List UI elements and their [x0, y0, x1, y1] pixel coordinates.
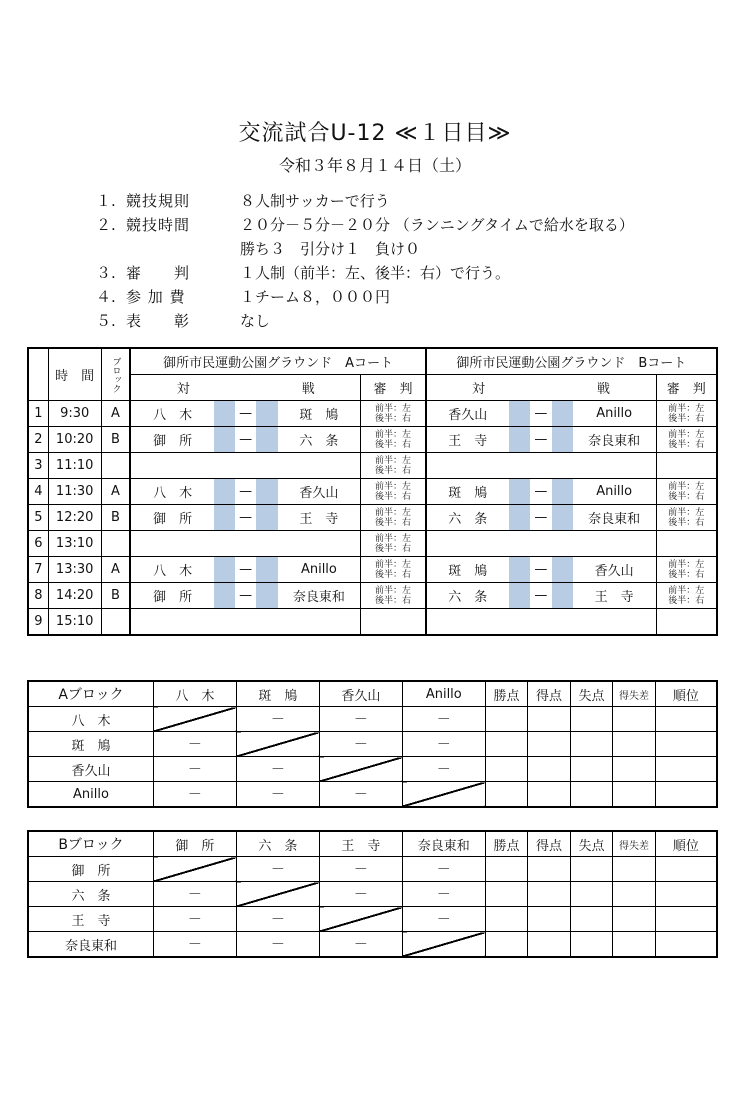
match-number: 9 — [28, 609, 48, 636]
rule-number: ３. — [96, 263, 116, 282]
match-number: 5 — [28, 505, 48, 531]
home-team: 御 所 — [130, 583, 213, 609]
standings-cell — [485, 782, 527, 808]
result-cell: － — [319, 707, 402, 732]
referee-second-half: 後半：右 — [374, 517, 411, 528]
result-cell: － — [236, 757, 319, 782]
event-date: 令和３年８月１４日（土） — [278, 156, 471, 175]
referee-first-half: 前半：左 — [668, 559, 705, 570]
schedule-table — [27, 347, 718, 636]
row-number-header — [28, 348, 48, 401]
standings-cell — [655, 932, 717, 958]
result-cell: － — [402, 707, 485, 732]
standings-cell — [570, 882, 612, 907]
standings-cell — [613, 932, 655, 958]
home-score — [214, 583, 235, 609]
away-team: 奈良東和 — [573, 505, 656, 531]
schedule-row — [28, 453, 717, 479]
result-cell: － — [402, 732, 485, 757]
vs-header-left: 対 — [130, 375, 235, 401]
referee-first-half: 前半：左 — [668, 507, 705, 518]
empty-match — [426, 453, 656, 479]
team-row-label: 八 木 — [28, 707, 153, 732]
match-block: B — [101, 427, 130, 453]
block-label: Bブロック — [28, 831, 153, 857]
self-match-cell — [153, 857, 236, 882]
standings-cell — [528, 782, 570, 808]
standings-row — [28, 732, 717, 757]
referee-second-half: 後半：右 — [374, 595, 411, 606]
referee-cell — [656, 609, 717, 636]
away-score — [256, 427, 277, 453]
self-match-cell — [402, 932, 485, 958]
match-number: 3 — [28, 453, 48, 479]
away-score — [552, 505, 573, 531]
away-score — [256, 479, 277, 505]
match-time: 13:10 — [48, 531, 101, 557]
match-block: A — [101, 479, 130, 505]
rule-value: 勝ち３ 引分け１ 負け０ — [240, 239, 421, 258]
standings-header: 勝点 — [485, 681, 527, 707]
rule-name: 参 加 費 — [126, 287, 186, 306]
home-score — [509, 427, 530, 453]
standings-cell — [655, 907, 717, 932]
referee-second-half: 後半：右 — [374, 465, 411, 476]
standings-row — [28, 882, 717, 907]
standings-header: 失点 — [570, 681, 612, 707]
standings-cell — [528, 932, 570, 958]
referee-cell — [361, 401, 426, 427]
referee-first-half: 前半：左 — [668, 429, 705, 440]
schedule-row — [28, 583, 717, 609]
score-dash: — — [235, 401, 256, 427]
standings-cell — [570, 757, 612, 782]
result-cell: － — [236, 782, 319, 808]
referee-second-half: 後半：右 — [668, 491, 705, 502]
home-score — [509, 505, 530, 531]
rule-number: １. — [96, 191, 116, 210]
result-cell: － — [153, 757, 236, 782]
home-team: 八 木 — [130, 401, 213, 427]
result-cell: － — [319, 782, 402, 808]
match-time: 14:20 — [48, 583, 101, 609]
rule-number: ２. — [96, 215, 116, 234]
result-cell: － — [319, 857, 402, 882]
team-row-label: 斑 鳩 — [28, 732, 153, 757]
referee-first-half: 前半：左 — [374, 559, 411, 570]
rule-name: 競技時間 — [126, 215, 191, 234]
match-time: 12:20 — [48, 505, 101, 531]
referee-cell — [361, 583, 426, 609]
team-column-header: 王 寺 — [319, 831, 402, 857]
match-time: 11:30 — [48, 479, 101, 505]
match-time: 11:10 — [48, 453, 101, 479]
referee-second-half: 後半：右 — [668, 413, 705, 424]
score-dash: — — [235, 505, 256, 531]
standings-cell — [485, 857, 527, 882]
away-team: Anillo — [573, 479, 656, 505]
result-cell: － — [236, 707, 319, 732]
referee-second-half: 後半：右 — [668, 569, 705, 580]
rule-value: １人制（前半：左、後半：右）で行う。 — [240, 263, 511, 282]
home-score — [509, 583, 530, 609]
referee-cell — [361, 427, 426, 453]
schedule-row — [28, 427, 717, 453]
match-block — [101, 531, 130, 557]
away-team: 王 寺 — [278, 505, 361, 531]
empty-match — [130, 453, 360, 479]
standings-header: 得点 — [528, 831, 570, 857]
time-header: 時 間 — [48, 348, 101, 401]
result-cell: － — [402, 882, 485, 907]
schedule-row — [28, 505, 717, 531]
team-row-label: 王 寺 — [28, 907, 153, 932]
court-b-header: 御所市民運動公園グラウンド Bコート — [426, 348, 717, 375]
match-number: 4 — [28, 479, 48, 505]
rule-number: ５. — [96, 311, 116, 330]
standings-cell — [528, 707, 570, 732]
schedule-row — [28, 401, 717, 427]
referee-first-half: 前半：左 — [374, 507, 411, 518]
score-dash: — — [530, 583, 551, 609]
score-dash: — — [235, 583, 256, 609]
away-team: Anillo — [573, 401, 656, 427]
away-team: 奈良東和 — [573, 427, 656, 453]
standings-row — [28, 757, 717, 782]
standings-cell — [613, 857, 655, 882]
standings-cell — [570, 707, 612, 732]
referee-second-half: 後半：右 — [668, 517, 705, 528]
referee-cell — [656, 427, 717, 453]
result-cell: － — [402, 757, 485, 782]
rules-list — [96, 188, 634, 332]
referee-first-half: 前半：左 — [374, 481, 411, 492]
result-cell: － — [236, 907, 319, 932]
team-row-label: 香久山 — [28, 757, 153, 782]
referee-first-half: 前半：左 — [668, 403, 705, 414]
referee-cell — [361, 453, 426, 479]
rule-row — [96, 188, 634, 212]
referee-second-half: 後半：右 — [374, 543, 411, 554]
result-cell: － — [153, 932, 236, 958]
standings-cell — [613, 907, 655, 932]
match-number: 7 — [28, 557, 48, 583]
away-score — [552, 427, 573, 453]
referee-cell — [656, 401, 717, 427]
standings-cell — [655, 732, 717, 757]
result-cell: － — [319, 932, 402, 958]
score-dash: — — [530, 479, 551, 505]
standings-cell — [528, 757, 570, 782]
vs-header-left: 対 — [426, 375, 531, 401]
standings-cell — [570, 857, 612, 882]
referee-cell — [361, 479, 426, 505]
score-dash: — — [530, 427, 551, 453]
referee-cell — [361, 557, 426, 583]
referee-second-half: 後半：右 — [668, 595, 705, 606]
referee-cell — [656, 453, 717, 479]
match-block: B — [101, 583, 130, 609]
home-score — [214, 427, 235, 453]
standings-cell — [570, 932, 612, 958]
standings-header: 失点 — [570, 831, 612, 857]
result-cell: － — [236, 857, 319, 882]
rule-row — [96, 236, 634, 260]
standings-cell — [570, 907, 612, 932]
result-cell: － — [319, 882, 402, 907]
empty-match — [130, 609, 360, 636]
rule-name: 表 彰 — [126, 311, 191, 330]
result-cell: － — [236, 932, 319, 958]
result-cell: － — [153, 732, 236, 757]
rule-value: １チーム８，０００円 — [240, 287, 391, 306]
result-cell: － — [153, 907, 236, 932]
standings-cell — [485, 907, 527, 932]
team-row-label: 御 所 — [28, 857, 153, 882]
standings-cell — [655, 857, 717, 882]
empty-match — [130, 531, 360, 557]
standings-row — [28, 907, 717, 932]
home-team: 八 木 — [130, 479, 213, 505]
schedule-row — [28, 557, 717, 583]
referee-first-half: 前半：左 — [374, 533, 411, 544]
page-title: 交流試合U-12 ≪１日目≫ — [238, 121, 512, 146]
away-score — [256, 557, 277, 583]
self-match-cell — [319, 907, 402, 932]
match-block: B — [101, 505, 130, 531]
standings-cell — [613, 707, 655, 732]
standings-header: 得点 — [528, 681, 570, 707]
self-match-cell — [236, 882, 319, 907]
home-score — [509, 401, 530, 427]
team-row-label: 奈良東和 — [28, 932, 153, 958]
block-label: Aブロック — [28, 681, 153, 707]
score-dash: — — [530, 401, 551, 427]
standings-cell — [570, 732, 612, 757]
standings-cell — [485, 732, 527, 757]
self-match-cell — [319, 757, 402, 782]
match-block — [101, 453, 130, 479]
team-column-header: 香久山 — [319, 681, 402, 707]
referee-second-half: 後半：右 — [374, 413, 411, 424]
vs-header-spacer — [235, 375, 256, 401]
referee-second-half: 後半：右 — [374, 439, 411, 450]
standings-cell — [570, 782, 612, 808]
standings-cell — [655, 757, 717, 782]
away-team: Anillo — [278, 557, 361, 583]
home-score — [214, 401, 235, 427]
away-score — [552, 401, 573, 427]
score-dash: — — [530, 557, 551, 583]
block-b-table — [27, 830, 718, 958]
standings-cell — [613, 732, 655, 757]
standings-row — [28, 857, 717, 882]
empty-match — [426, 609, 656, 636]
self-match-cell — [402, 782, 485, 808]
match-number: 1 — [28, 401, 48, 427]
away-team: 香久山 — [573, 557, 656, 583]
result-cell: － — [153, 782, 236, 808]
referee-cell — [361, 609, 426, 636]
referee-cell — [656, 479, 717, 505]
away-team: 王 寺 — [573, 583, 656, 609]
rule-row — [96, 284, 634, 308]
standings-row — [28, 782, 717, 808]
away-score — [256, 583, 277, 609]
block-header-label: ブロック — [110, 356, 121, 393]
referee-cell — [656, 505, 717, 531]
match-time: 13:30 — [48, 557, 101, 583]
home-team: 王 寺 — [426, 427, 509, 453]
block-a-table — [27, 680, 718, 808]
vs-header-spacer — [530, 375, 551, 401]
result-cell: － — [402, 907, 485, 932]
match-number: 8 — [28, 583, 48, 609]
match-block: A — [101, 401, 130, 427]
home-score — [214, 479, 235, 505]
rule-name: 審 判 — [126, 263, 191, 282]
standings-header: 順位 — [655, 831, 717, 857]
team-row-label: 六 条 — [28, 882, 153, 907]
referee-second-half: 後半：右 — [374, 569, 411, 580]
team-row-label: Anillo — [28, 782, 153, 808]
referee-cell — [656, 557, 717, 583]
home-team: 御 所 — [130, 505, 213, 531]
home-score — [214, 557, 235, 583]
team-column-header: 八 木 — [153, 681, 236, 707]
rule-name: 競技規則 — [126, 191, 191, 210]
rule-value: なし — [240, 311, 271, 330]
schedule-row — [28, 531, 717, 557]
standings-header: 勝点 — [485, 831, 527, 857]
referee-first-half: 前半：左 — [668, 481, 705, 492]
home-team: 香久山 — [426, 401, 509, 427]
standings-cell — [485, 882, 527, 907]
away-team: 六 条 — [278, 427, 361, 453]
self-match-cell — [153, 707, 236, 732]
rule-value: ２０分－５分－２０分 （ランニングタイムで給水を取る） — [240, 215, 634, 234]
away-score — [256, 505, 277, 531]
team-column-header: 奈良東和 — [402, 831, 485, 857]
referee-cell — [656, 583, 717, 609]
referee-first-half: 前半：左 — [374, 403, 411, 414]
standings-header: 得失差 — [613, 831, 655, 857]
referee-first-half: 前半：左 — [374, 585, 411, 596]
referee-cell — [656, 531, 717, 557]
standings-cell — [655, 882, 717, 907]
rule-value: ８人制サッカーで行う — [240, 191, 390, 210]
standings-cell — [528, 882, 570, 907]
rule-row — [96, 308, 634, 332]
home-team: 六 条 — [426, 505, 509, 531]
referee-first-half: 前半：左 — [374, 429, 411, 440]
standings-row — [28, 707, 717, 732]
home-team: 六 条 — [426, 583, 509, 609]
home-score — [509, 479, 530, 505]
court-a-header: 御所市民運動公園グラウンド Aコート — [130, 348, 425, 375]
schedule-row — [28, 479, 717, 505]
away-team: 奈良東和 — [278, 583, 361, 609]
standings-cell — [613, 782, 655, 808]
home-team: 斑 鳩 — [426, 479, 509, 505]
referee-cell — [361, 505, 426, 531]
standings-cell — [485, 757, 527, 782]
home-team: 斑 鳩 — [426, 557, 509, 583]
away-team: 香久山 — [278, 479, 361, 505]
score-dash: — — [235, 479, 256, 505]
referee-header: 審 判 — [656, 375, 717, 401]
home-score — [214, 505, 235, 531]
schedule-row — [28, 609, 717, 636]
match-time: 15:10 — [48, 609, 101, 636]
self-match-cell — [236, 732, 319, 757]
rule-row — [96, 212, 634, 236]
standings-cell — [613, 757, 655, 782]
standings-header: 順位 — [655, 681, 717, 707]
referee-second-half: 後半：右 — [374, 491, 411, 502]
referee-cell — [361, 531, 426, 557]
match-time: 10:20 — [48, 427, 101, 453]
vs-header-right: 戦 — [256, 375, 361, 401]
away-score — [552, 557, 573, 583]
match-number: 2 — [28, 427, 48, 453]
home-team: 八 木 — [130, 557, 213, 583]
rule-number: ４. — [96, 287, 116, 306]
score-dash: — — [235, 427, 256, 453]
score-dash: — — [530, 505, 551, 531]
standings-header: 得失差 — [613, 681, 655, 707]
home-team: 御 所 — [130, 427, 213, 453]
referee-header: 審 判 — [361, 375, 426, 401]
result-cell: － — [153, 882, 236, 907]
referee-first-half: 前半：左 — [668, 585, 705, 596]
match-block — [101, 609, 130, 636]
standings-cell — [485, 707, 527, 732]
rule-row — [96, 260, 634, 284]
standings-cell — [528, 857, 570, 882]
team-column-header: 御 所 — [153, 831, 236, 857]
away-score — [256, 401, 277, 427]
match-number: 6 — [28, 531, 48, 557]
standings-cell — [485, 932, 527, 958]
team-column-header: Anillo — [402, 681, 485, 707]
referee-first-half: 前半：左 — [374, 455, 411, 466]
standings-cell — [655, 707, 717, 732]
match-time: 9:30 — [48, 401, 101, 427]
empty-match — [426, 531, 656, 557]
standings-cell — [528, 907, 570, 932]
away-team: 斑 鳩 — [278, 401, 361, 427]
home-score — [509, 557, 530, 583]
standings-cell — [528, 732, 570, 757]
result-cell: － — [319, 732, 402, 757]
away-score — [552, 479, 573, 505]
team-column-header: 斑 鳩 — [236, 681, 319, 707]
result-cell: － — [402, 857, 485, 882]
score-dash: — — [235, 557, 256, 583]
match-block: A — [101, 557, 130, 583]
away-score — [552, 583, 573, 609]
standings-cell — [655, 782, 717, 808]
block-header — [101, 348, 130, 401]
referee-second-half: 後半：右 — [668, 439, 705, 450]
standings-row — [28, 932, 717, 958]
standings-cell — [613, 882, 655, 907]
vs-header-right: 戦 — [552, 375, 657, 401]
team-column-header: 六 条 — [236, 831, 319, 857]
